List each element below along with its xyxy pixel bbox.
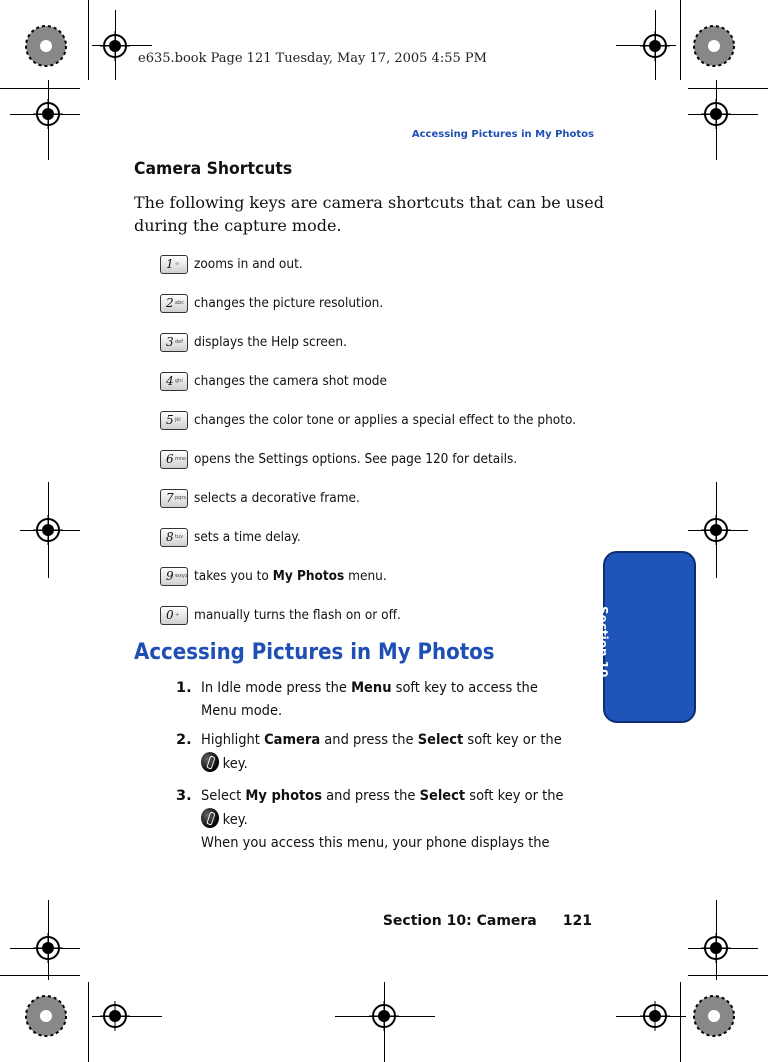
shortcut-row xyxy=(160,447,553,471)
registration-crosshair-icon xyxy=(640,31,670,61)
registration-crosshair-icon xyxy=(701,515,731,545)
section-tab xyxy=(603,551,696,723)
shortcut-description: changes the color tone or applies a special effect to the photo. xyxy=(194,412,577,428)
shortcut-description: sets a time delay. xyxy=(194,529,301,545)
page-number: 121 xyxy=(562,913,592,929)
camera-shortcuts-intro: The following keys are camera shortcuts that can be used during the capture mode. xyxy=(134,193,604,235)
key-1-icon: 1 ∞ xyxy=(160,255,188,274)
shortcut-row xyxy=(160,330,364,354)
shortcut-row xyxy=(160,369,408,393)
footer-section-label: Section 10: Camera xyxy=(382,913,537,929)
key-3-icon: 3 def xyxy=(160,333,188,352)
key-5-icon: 5 jkl xyxy=(160,411,188,430)
print-slug: e635.book Page 121 Tuesday, May 17, 2005 4:55 PM xyxy=(138,51,487,66)
section-tab-label: Section 10 xyxy=(596,606,610,678)
shortcut-row xyxy=(160,252,315,276)
key-6-icon: 6 mno xyxy=(160,450,188,469)
shortcut-row xyxy=(160,486,378,510)
step-number: 2. xyxy=(176,732,192,748)
registration-crosshair-icon xyxy=(33,933,63,963)
shortcut-row xyxy=(160,564,408,588)
key-0-icon: 0 + xyxy=(160,606,188,625)
camera-shortcuts-heading: Camera Shortcuts xyxy=(134,159,293,179)
shortcut-row xyxy=(160,603,424,627)
shortcut-description: changes the picture resolution. xyxy=(194,295,384,311)
registration-crosshair-icon xyxy=(33,515,63,545)
step-text: In Idle mode press the Menu soft key to access the Menu mode. xyxy=(201,680,538,719)
step-number: 3. xyxy=(176,788,192,804)
ok-key-icon xyxy=(201,808,219,828)
shortcut-description: opens the Settings options. See page 120 for details. xyxy=(194,451,518,467)
registration-crosshair-icon xyxy=(369,1001,399,1031)
color-registration-burst-icon xyxy=(693,25,735,67)
color-registration-burst-icon xyxy=(693,995,735,1037)
key-7-icon: 7 pqrs xyxy=(160,489,188,508)
step-number: 1. xyxy=(176,680,192,696)
key-4-icon: 4 ghi xyxy=(160,372,188,391)
registration-crosshair-icon xyxy=(33,99,63,129)
color-registration-burst-icon xyxy=(25,25,67,67)
color-registration-burst-icon xyxy=(25,995,67,1037)
shortcut-description: zooms in and out. xyxy=(194,256,303,272)
shortcut-description: selects a decorative frame. xyxy=(194,490,360,506)
shortcut-row xyxy=(160,291,404,315)
registration-crosshair-icon xyxy=(701,99,731,129)
section-heading: Accessing Pictures in My Photos xyxy=(134,640,495,665)
key-2-icon: 2 abc xyxy=(160,294,188,313)
registration-crosshair-icon xyxy=(100,1001,130,1031)
registration-crosshair-icon xyxy=(701,933,731,963)
registration-crosshair-icon xyxy=(100,31,130,61)
shortcut-row xyxy=(160,525,313,549)
step-text: Highlight Camera and press the Select soft key or the key. xyxy=(201,732,562,772)
shortcut-description: takes you to My Photos menu. xyxy=(194,568,387,584)
ok-key-icon xyxy=(201,752,219,772)
shortcut-row xyxy=(160,408,619,432)
shortcut-description: displays the Help screen. xyxy=(194,334,347,350)
page-footer xyxy=(380,913,592,929)
key-8-icon: 8 tuv xyxy=(160,528,188,547)
shortcut-description: manually turns the flash on or off. xyxy=(194,607,401,623)
running-head: Accessing Pictures in My Photos xyxy=(411,129,594,140)
registration-crosshair-icon xyxy=(640,1001,670,1031)
step-text: Select My photos and press the Select soft key or the key. When you access this menu, your phone displays the xyxy=(201,788,564,851)
shortcut-description: changes the camera shot mode xyxy=(194,373,388,389)
key-9-icon: 9 wxyz xyxy=(160,567,188,586)
